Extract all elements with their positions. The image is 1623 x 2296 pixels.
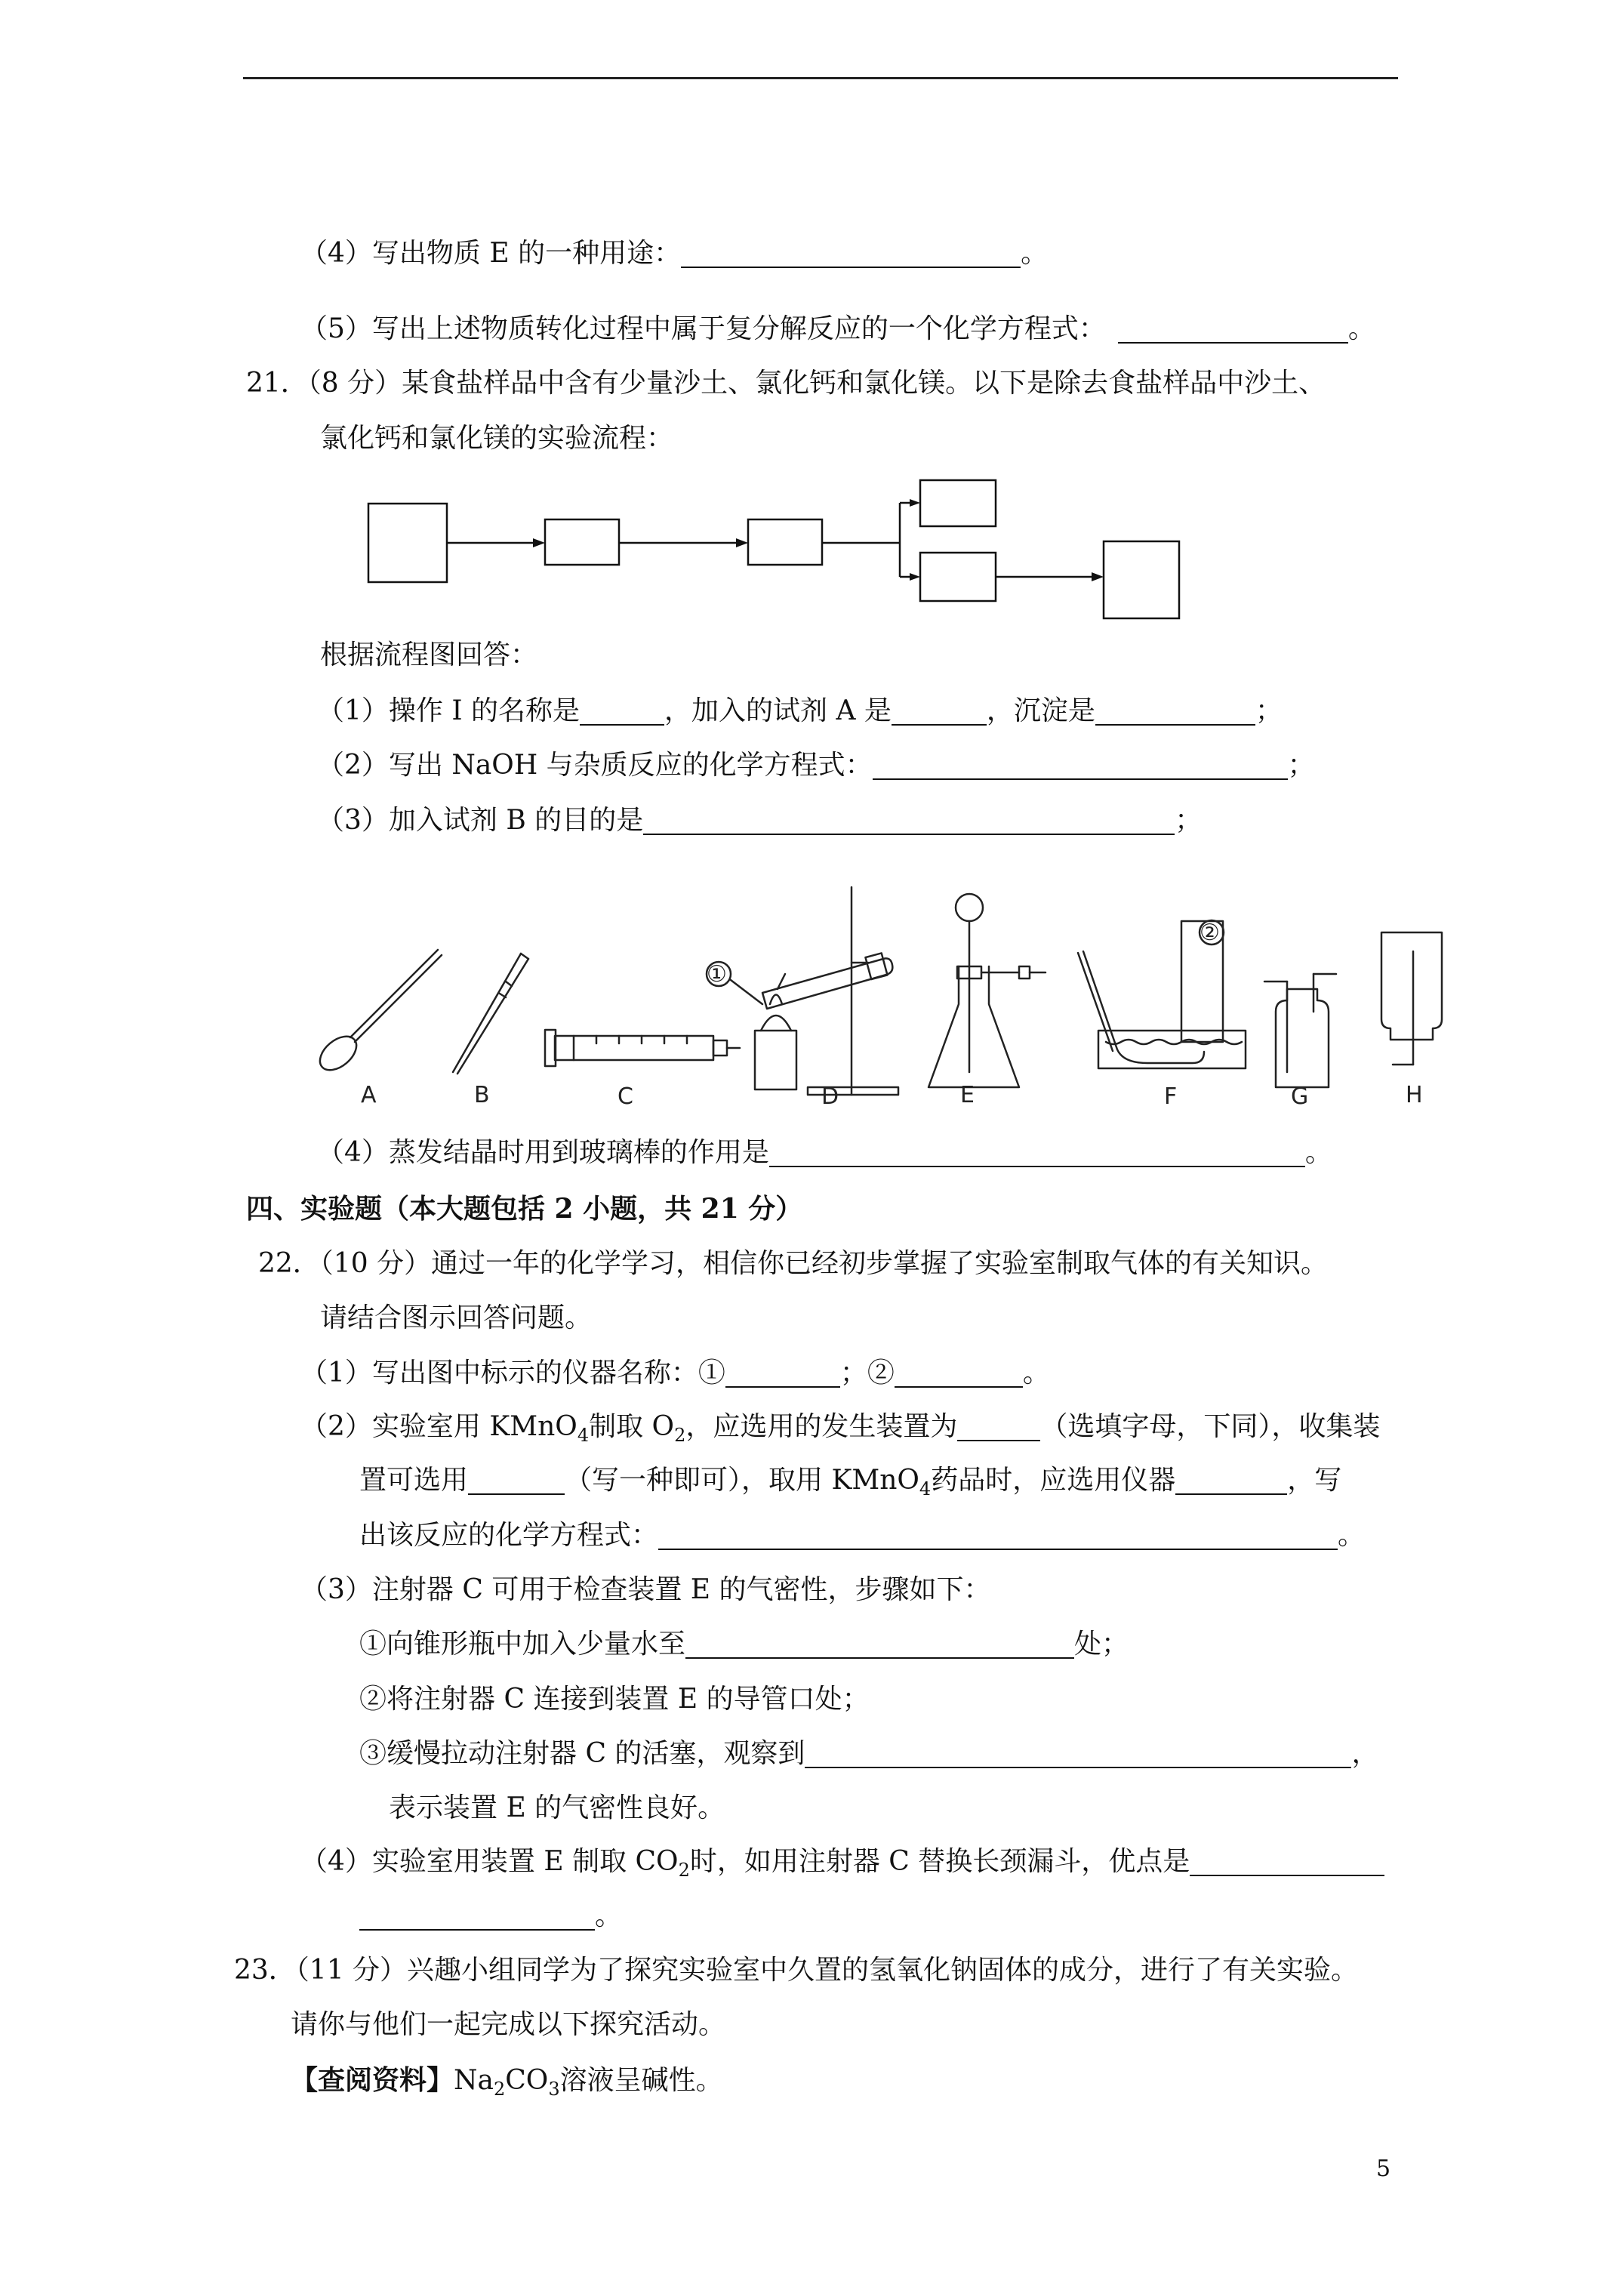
answer-blank[interactable] xyxy=(1175,1468,1287,1495)
section-4-heading: 四、实验题（本大题包括 2 小题，共 21 分） xyxy=(246,1193,803,1225)
answer-blank[interactable] xyxy=(658,1523,1338,1550)
q21-stem-2: 氯化钙和氯化镁的实验流程： xyxy=(320,423,674,454)
apparatus-h-bottle xyxy=(1381,932,1442,1065)
q22-2b: 置可选用 （写一种即可），取用 KMnO$_4$药品时，应选用仪器 ，写 xyxy=(359,1465,1342,1500)
q22-3-step2: ②将注射器 C 连接到装置 E 的导管口处； xyxy=(359,1684,870,1715)
q23-stem: 23．（11 分）兴趣小组同学为了探究实验室中久置的氢氧化钠固体的成分，进行了有关实验。 xyxy=(234,1955,1359,1986)
q22-3-step1: ①向锥形瓶中加入少量水至 处； xyxy=(359,1629,1129,1660)
answer-blank[interactable] xyxy=(873,753,1288,780)
apparatus-mark-1: ① xyxy=(707,961,727,988)
q22-4-cont: 。 xyxy=(359,1898,622,1934)
answer-blank[interactable] xyxy=(957,1414,1040,1441)
apparatus-label-c: C xyxy=(617,1083,633,1110)
q21-4: （4）蒸发结晶时用到玻璃棒的作用是 。 xyxy=(317,1137,1332,1168)
q22-4: （4）实验室用装置 E 制取 $CO_2$时，如用注射器 C 替换长颈漏斗，优点是 xyxy=(300,1844,1384,1888)
flowchart xyxy=(0,0,1623,642)
apparatus-label-h: H xyxy=(1406,1082,1423,1108)
flow-box-4 xyxy=(920,480,996,526)
answer-blank[interactable] xyxy=(359,1903,595,1931)
apparatus-label-d: D xyxy=(821,1083,839,1110)
q20-5: （5）写出上述物质转化过程中属于复分解反应的一个化学方程式： 。 xyxy=(300,313,1375,344)
apparatus-label-g: G xyxy=(1291,1083,1309,1110)
answer-blank[interactable] xyxy=(468,1468,565,1495)
apparatus-c-syringe xyxy=(545,1030,740,1066)
apparatus-figure xyxy=(0,868,1623,1125)
answer-blank[interactable] xyxy=(1190,1849,1384,1876)
q21-1: （1）操作 I 的名称是 ，加入的试剂 A 是 ，沉淀是 ； xyxy=(317,695,1283,726)
q23-stem-2: 请你与他们一起完成以下探究活动。 xyxy=(291,2009,726,2040)
q22-stem-2: 请结合图示回答问题。 xyxy=(320,1302,593,1333)
answer-blank[interactable] xyxy=(895,1361,1023,1388)
apparatus-label-e: E xyxy=(960,1082,975,1108)
apparatus-g-bottle xyxy=(1264,974,1336,1087)
flow-box-1 xyxy=(368,504,447,582)
answer-blank[interactable] xyxy=(1095,698,1255,726)
flow-box-2 xyxy=(545,519,619,565)
apparatus-f-trough xyxy=(1078,920,1246,1068)
apparatus-e-flask xyxy=(929,894,1046,1087)
answer-blank[interactable] xyxy=(580,698,664,726)
answer-blank[interactable] xyxy=(685,1632,1074,1659)
answer-blank[interactable] xyxy=(769,1140,1305,1167)
apparatus-label-a: A xyxy=(361,1082,377,1108)
q22-3: （3）注射器 C 可用于检查装置 E 的气密性，步骤如下： xyxy=(300,1574,991,1605)
q21-3: （3）加入试剂 B 的目的是 ； xyxy=(317,805,1203,836)
apparatus-d-heating xyxy=(707,887,898,1095)
q22-stem: 22．（10 分）通过一年的化学学习，相信你已经初步掌握了实验室制取气体的有关知识。 xyxy=(258,1248,1329,1279)
answer-blank[interactable] xyxy=(643,808,1175,835)
q22-2a: （2）实验室用 KMnO$_4$制取 $O_2$，应选用的发生装置为 （选填字母，下同），收集装 xyxy=(300,1411,1381,1447)
flow-box-3 xyxy=(748,519,822,565)
flow-box-6 xyxy=(1104,541,1179,618)
answer-blank[interactable] xyxy=(892,698,987,726)
apparatus-b-tweezers xyxy=(453,954,528,1074)
q23-reference: 【查阅资料】$Na_2CO_3$溶液呈碱性。 xyxy=(291,2064,723,2100)
q20-4: （4）写出物质 E 的一种用途： 。 xyxy=(300,238,1049,269)
q21-stem: 21．（8 分）某食盐样品中含有少量沙土、氯化钙和氯化镁。以下是除去食盐样品中沙土、 xyxy=(246,368,1326,399)
q21-2: （2）写出 NaOH 与杂质反应的化学方程式： ； xyxy=(317,750,1315,781)
q22-3-step4: 表示装置 E 的气密性良好。 xyxy=(389,1792,725,1823)
q22-1: （1）写出图中标示的仪器名称：① ；② 。 xyxy=(300,1358,1050,1388)
apparatus-a-spoon xyxy=(314,950,442,1077)
answer-blank[interactable] xyxy=(725,1361,840,1388)
q22-2c: 出该反应的化学方程式： 。 xyxy=(359,1520,1366,1551)
q21-lead: 根据流程图回答： xyxy=(320,639,538,670)
flow-box-5 xyxy=(920,553,996,601)
apparatus-label-b: B xyxy=(474,1082,490,1108)
apparatus-mark-2: ② xyxy=(1200,920,1220,946)
apparatus-label-f: F xyxy=(1164,1083,1178,1110)
q22-3-step3: ③缓慢拉动注射器 C 的活塞，观察到 ， xyxy=(359,1738,1379,1769)
page-number: 5 xyxy=(1376,2156,1391,2182)
answer-blank[interactable] xyxy=(805,1741,1351,1768)
